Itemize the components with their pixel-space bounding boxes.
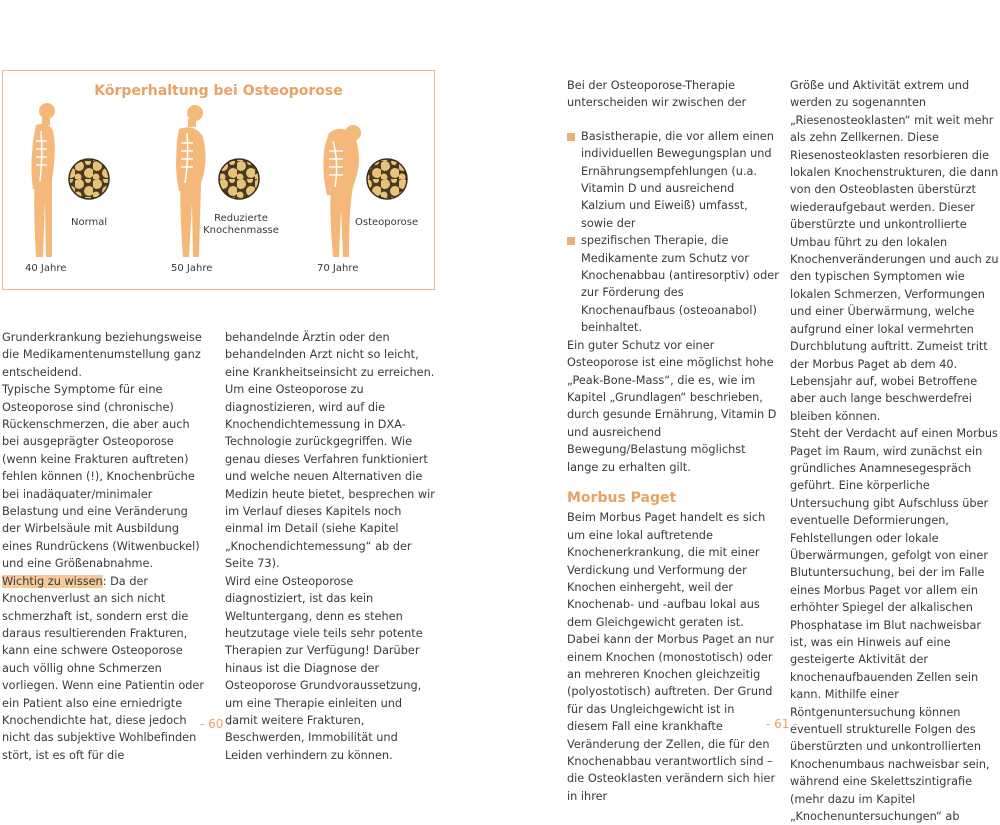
- bone-osteoporosis: [367, 159, 407, 199]
- page61-column1: [567, 77, 779, 805]
- figure-normal: [31, 103, 55, 257]
- bone-reduced: [219, 159, 259, 199]
- list-item: spezifischen Therapie, die Medikamente zum Schutz vor Knochenabbau (antiresorptiv) oder zur Förderung des Knochenaufbaus (osteoanabol) beinhaltet.: [567, 232, 779, 336]
- paragraph: Ein guter Schutz vor einer Osteoporose ist eine möglichst hohe „Peak-Bone-Mass“, die es, wie im Kapitel „Grundlagen“ beschrieben, durch gesunde Ernährung, Vitamin D und ausreichend Bewegung/Belastung möglichst lange zu erhalten gilt.: [567, 338, 777, 474]
- page60-column2: [225, 329, 437, 764]
- page-number-61: - 61 -: [766, 717, 798, 731]
- paragraph: behandelnde Ärztin oder den behandelnden Arzt nicht so leicht, eine Krankheitseinsicht zu erreichen.: [225, 331, 435, 379]
- highlight-important: Wichtig zu wissen: [2, 574, 103, 588]
- page60-column1: [2, 329, 210, 764]
- age-40: 40 Jahre: [25, 263, 67, 274]
- page61-column2: [790, 77, 999, 825]
- paragraph-text: : Da der Knochenverlust an sich nicht schmerzhaft ist, sondern erst die daraus resultierenden Frakturen, kann eine schwere Osteoporose auch völlig ohne Schmerzen vorliegen. Wenn eine Patientin oder ein Patient also eine erniedrigte Knochendichte hat, diese jedoch nicht das subjektive Wohlbefinden stört, ist es oft für die: [2, 574, 204, 762]
- label-reduced-line1: Reduzierte: [214, 213, 268, 224]
- paragraph: Größe und Aktivität extrem und werden zu sogenannten „Riesenosteoklasten“ mit weit mehr als zehn Zellkernen. Diese Riesenosteoklasten resorbieren die lokalen Knochenstrukturen, die dann von den Osteoblasten überstürzt wiederaufgebaut werden. Dieser überstürzte und unkontrollierte Umbau führt zu den lokalen Knochenveränderungen und auch zu den typischen Symptomen wie lokalen Schmerzen, Verformungen und einer Überwärmung, welche aufgrund einer lokal vermehrten Durchblutung auftritt. Zumeist tritt der Morbus Paget ab dem 40. Lebensjahr auf, wobei Betroffene aber auch lange beschwerdefrei bleiben können.: [790, 79, 999, 423]
- paragraph: Bei der Osteoporose-Therapie unterscheiden wir zwischen der: [567, 79, 747, 110]
- posture-illustration: [3, 71, 436, 291]
- age-50: 50 Jahre: [171, 263, 213, 274]
- label-osteoporosis: Osteoporose: [355, 217, 419, 228]
- paragraph: Um eine Osteoporose zu diagnostizieren, wird auf die Knochendichtemessung in DXA-Technologie zurückgegriffen. Wie genau dieses Verfahren funktioniert und welche neuen Alternativen die Medizin heute bietet, besprechen wir im Verlauf dieses Kapitels noch einmal im Detail (siehe Kapitel „Knochendichtemessung“ ab der Seite 73).: [225, 383, 435, 571]
- list-item: Basistherapie, die vor allem einen individuellen Bewegungsplan und Ernährungsempfehlungen (u.a. Vitamin D und ausreichend Kalzium und Eiweiß) umfasst, sowie der: [567, 128, 779, 232]
- page-number-60: - 60 -: [200, 717, 232, 731]
- paragraph: [2, 573, 210, 764]
- therapy-list: [567, 128, 779, 337]
- paragraph: Beim Morbus Paget handelt es sich um eine lokal auftretende Knochenerkrankung, die mit einer Verdickung und Verformung der Knochen einhergeht, weil der Knochenab- und -aufbau lokal aus dem Gleichgewicht geraten ist. Dabei kann der Morbus Paget an nur einem Knochen (monostotisch) oder an mehreren Knochen gleichzeitig (polyostotisch) auftreten. Der Grund für das Ungleichgewicht ist in diesem Fall eine krankhafte Veränderung der Zellen, die für den Knochenabbau verantwortlich sind – die Osteoklasten verändern sich hier in ihrer: [567, 511, 776, 803]
- paragraph: Steht der Verdacht auf einen Morbus Paget im Raum, wird zunächst ein gründliches Anamnesegespräch geführt. Eine körperliche Untersuchung gibt Aufschluss über eventuelle Deformierungen, Fehlstellungen oder lokale Überwärmungen, gefolgt von einer Blutuntersuchung, bei der im Falle eines Morbus Paget vor allem ein erhöhter Spiegel der alkalischen Phosphatase im Blut nachweisbar ist, was ein Hinweis auf eine gesteigerte Aktivität der knochenaufbauenden Zellen sein kann. Mithilfe einer Röntgenuntersuchung können eventuell strukturelle Folgen des überstürzten und unkontrollierten Knochenumbaus nachweisbar sein, während eine Skelettszintigrafie (mehr dazu im Kapitel „Knochenuntersuchungen“ ab: [790, 427, 998, 824]
- paragraph: Typische Symptome für eine Osteoporose sind (chronische) Rückenschmerzen, die aber auch bei ausgeprägter Osteoporose (wenn keine Frakturen auftreten) fehlen können (!), Knochenbrüche bei inadäquater/minimaler Belastung und eine Veränderung der Wirbelsäule mit Ausbildung eines Rundrückens (Witwenbuckel) und eine Größenabnahme.: [2, 383, 200, 571]
- posture-figure: [2, 70, 435, 290]
- label-reduced: [201, 213, 281, 237]
- bone-normal: [69, 159, 109, 199]
- paragraph: Wird eine Osteoporose diagnostiziert, ist das kein Weltuntergang, denn es stehen heutzutage viele teils sehr potente Therapien zur Verfügung! Darüber hinaus ist die Diagnose der Osteoporose Grundvoraussetzung, um eine Therapie einleiten und damit weitere Frakturen, Beschwerden, Immobilität und Leiden verhindern zu können.: [225, 574, 423, 762]
- label-reduced-line2: Knochenmasse: [203, 225, 279, 236]
- section-heading-morbus-paget: Morbus Paget: [567, 489, 677, 506]
- figure-title: Körperhaltung bei Osteoporose: [94, 83, 343, 99]
- figure-osteoporosis: [323, 125, 361, 257]
- paragraph: Grunderkrankung beziehungsweise die Medikamentenumstellung ganz entscheidend.: [2, 331, 202, 379]
- age-70: 70 Jahre: [317, 263, 359, 274]
- label-normal: Normal: [71, 217, 108, 228]
